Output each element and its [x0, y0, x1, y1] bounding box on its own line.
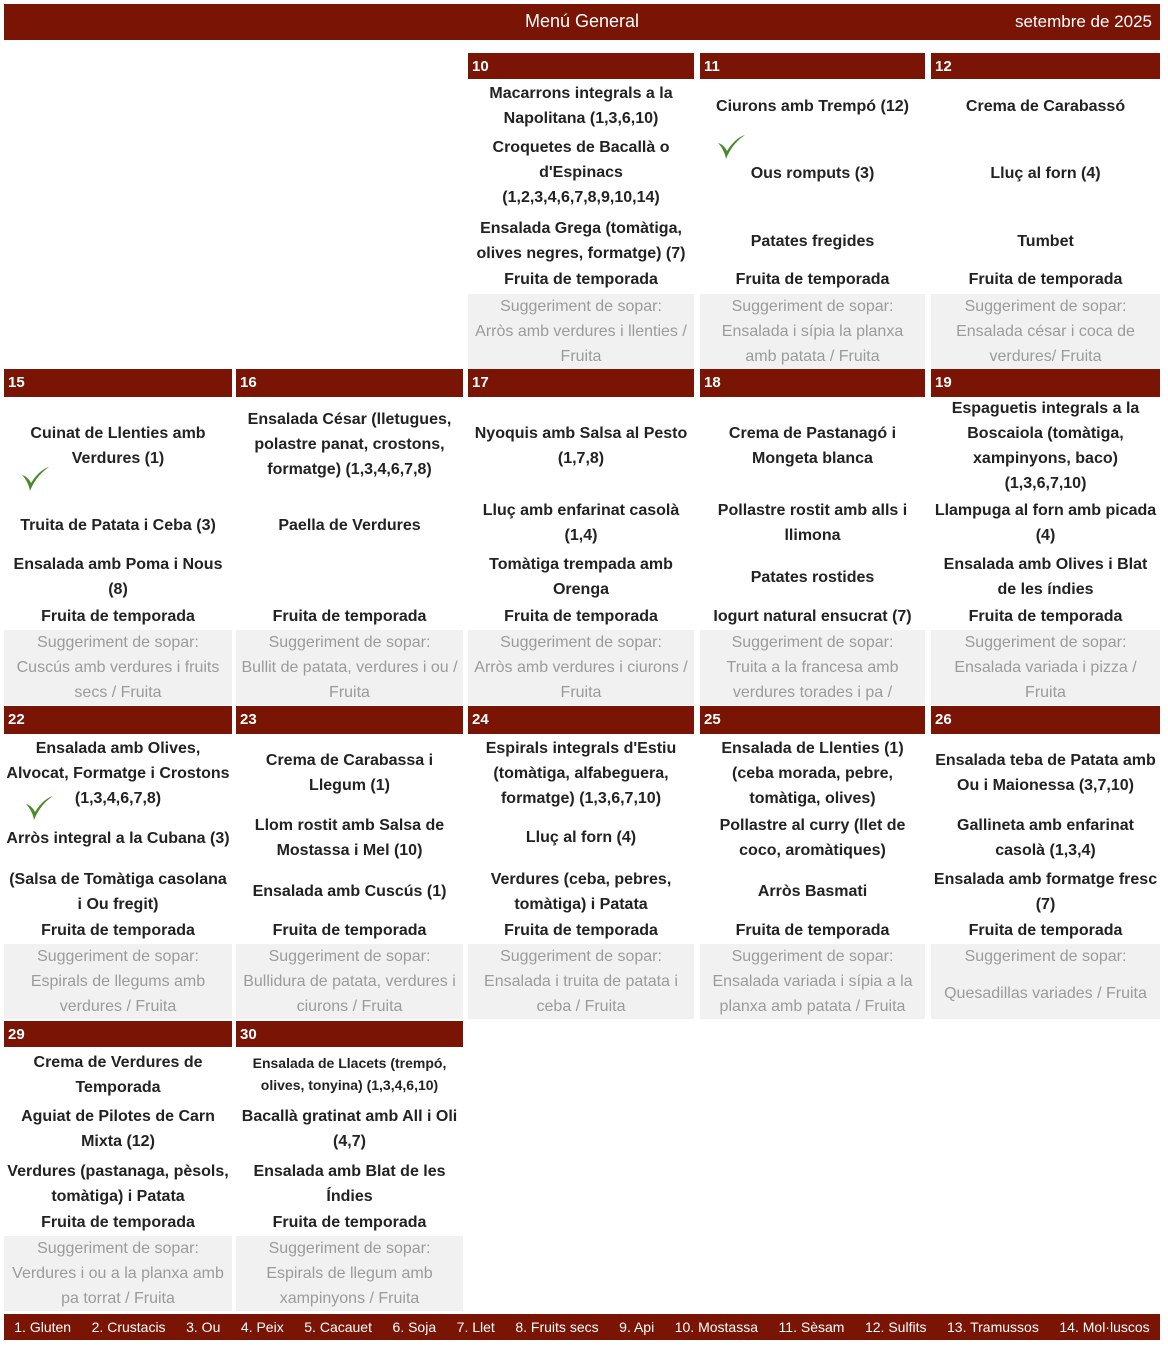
day-cell-24	[468, 706, 694, 1021]
day-cell-17	[468, 369, 694, 704]
dish-2: Aguiat de Pilotes de Carn Mixta (12)	[21, 1108, 215, 1150]
dish-2: Llom rostit amb Salsa de Mostassa i Mel (10)	[254, 817, 445, 859]
dish-2: Croquetes de Bacallà o d'Espinacs (1,2,3,4,6,7,8,9,10,14)	[492, 139, 670, 206]
legend-item: 13. Tramussos	[947, 1319, 1039, 1335]
dish-1: Ensalada de Llenties (1) (ceba morada, pebre, tomàtiga, olives)	[721, 740, 904, 807]
suggestion-text: Espirals de llegums amb verdures / Fruita	[30, 973, 206, 1015]
suggestion-text: Cuscús amb verdures i fruits secs / Fruita	[16, 659, 220, 701]
dish-3: Ensalada amb formatge fresc (7)	[933, 871, 1158, 913]
dish-3: Ensalada amb Poma i Nous (8)	[13, 556, 223, 598]
dish-1: Nyoquis amb Salsa al Pesto (1,7,8)	[474, 425, 688, 467]
suggestion-label: Suggeriment de sopar:	[731, 634, 894, 651]
day-number: 25	[700, 706, 925, 734]
dish-2: Truita de Patata i Ceba (3)	[20, 516, 216, 534]
legend-item: 11. Sèsam	[778, 1319, 845, 1335]
dish-2: Pollastre rostit amb alls i llimona	[717, 502, 908, 544]
dinner-suggestion	[468, 630, 694, 705]
day-number: 29	[4, 1021, 232, 1047]
dinner-suggestion	[236, 1236, 463, 1311]
dish-1: Ensalada César (lletugues, polastre panat, crostons, formatge) (1,3,4,6,7,8)	[247, 411, 452, 478]
dish-2: Paella de Verdures	[278, 516, 421, 534]
dinner-suggestion	[700, 630, 925, 705]
day-cell-12	[931, 53, 1160, 368]
dish-1: Ciurons amb Trempó (12)	[716, 97, 909, 115]
dinner-suggestion	[700, 294, 925, 369]
dessert: Fruita de temporada	[504, 271, 658, 288]
dish-3: Ensalada amb Blat de les Índies	[253, 1163, 446, 1205]
dessert: Fruita de temporada	[968, 922, 1123, 939]
legend-item: 3. Ou	[186, 1319, 221, 1335]
dish-1: Cuinat de Llenties amb Verdures (1)	[30, 425, 206, 467]
suggestion-text: Arròs amb verdures i ciurons / Fruita	[474, 659, 688, 701]
legend-item: 7. Llet	[456, 1319, 495, 1335]
dessert: Fruita de temporada	[504, 922, 658, 939]
legend-item: 10. Mostassa	[674, 1319, 758, 1335]
dish-1: Ensalada amb Olives, Alvocat, Formatge i Crostons (1,3,4,6,7,8)	[6, 740, 230, 807]
dinner-suggestion	[468, 944, 694, 1019]
menu-header	[4, 4, 1160, 40]
suggestion-label: Suggeriment de sopar:	[37, 1240, 199, 1257]
day-cell-11	[700, 53, 925, 368]
day-number: 12	[931, 53, 1160, 79]
day-cell-16	[236, 369, 463, 704]
dish-2: Llampuga al forn amb picada (4)	[934, 502, 1157, 544]
dish-3: Tumbet	[1017, 232, 1074, 250]
dish-1: Crema de Carabassa i Llegum (1)	[265, 752, 434, 794]
suggestion-text: Quesadillas variades / Fruita	[944, 985, 1147, 1002]
dish-2: Gallineta amb enfarinat casolà (1,3,4)	[957, 817, 1134, 859]
day-cell-10	[468, 53, 694, 368]
suggestion-text: Ensalada variada i sípia a la planxa amb patata / Fruita	[712, 973, 913, 1015]
suggestion-text: Bullidura de patata, verdures i ciurons / Fruita	[243, 973, 456, 1015]
legend-item: 4. Peix	[240, 1319, 284, 1335]
day-number: 23	[236, 706, 463, 734]
dish-3: Ensalada amb Olives i Blat de les índies	[943, 556, 1148, 598]
legend-item: 5. Cacauet	[304, 1319, 372, 1335]
dessert: Fruita de temporada	[272, 1214, 427, 1231]
legend-item: 8. Fruits secs	[515, 1319, 599, 1335]
suggestion-label: Suggeriment de sopar:	[268, 634, 431, 651]
menu-month: setembre de 2025	[1014, 12, 1152, 31]
suggestion-label: Suggeriment de sopar:	[37, 948, 199, 965]
day-cell-26	[931, 706, 1160, 1021]
suggestion-text: Ensalada césar i coca de verdures/ Fruita	[956, 323, 1135, 365]
legend-item: 2. Crustacis	[91, 1319, 166, 1335]
dish-3: Verdures (pastanaga, pèsols, tomàtiga) i Patata	[7, 1163, 229, 1205]
day-cell-19	[931, 369, 1160, 704]
day-cell-29	[4, 1021, 232, 1313]
dinner-suggestion	[700, 944, 925, 1019]
suggestion-text: Truita a la francesa amb verdures torades i pa /	[726, 659, 899, 701]
suggestion-label: Suggeriment de sopar:	[268, 948, 431, 965]
dish-2: Lluç al forn (4)	[990, 164, 1101, 182]
day-number: 15	[4, 369, 232, 397]
day-number: 19	[931, 369, 1160, 397]
legend-item: 12. Sulfits	[864, 1319, 927, 1335]
suggestion-label: Suggeriment de sopar:	[731, 298, 894, 315]
dish-3: Tomàtiga trempada amb Orenga	[489, 556, 673, 598]
dish-2: Bacallà gratinat amb All i Oli (4,7)	[241, 1108, 458, 1150]
dish-2: Lluç al forn (4)	[525, 829, 637, 846]
day-number: 30	[236, 1021, 463, 1047]
dessert: Fruita de temporada	[968, 271, 1123, 288]
dish-2: Pollastre al curry (llet de coco, aromàtiques)	[719, 817, 906, 859]
dish-2: Arròs integral a la Cubana (3)	[6, 829, 230, 847]
suggestion-text: Arròs amb verdures i llenties / Fruita	[475, 323, 687, 365]
day-cell-18	[700, 369, 925, 704]
dessert: Fruita de temporada	[968, 608, 1123, 625]
dinner-suggestion	[4, 944, 232, 1019]
dessert: Fruita de temporada	[41, 1214, 195, 1231]
suggestion-text: Verdures i ou a la planxa amb pa torrat / Fruita	[12, 1265, 224, 1307]
suggestion-text: Ensalada i sípia la planxa amb patata / Fruita	[721, 323, 904, 365]
dinner-suggestion	[468, 294, 694, 369]
suggestion-label: Suggeriment de sopar:	[37, 634, 199, 651]
vegetarian-leaf-icon	[16, 461, 52, 497]
dessert: Fruita de temporada	[41, 608, 195, 625]
dish-3: Arròs Basmati	[757, 883, 868, 900]
suggestion-label: Suggeriment de sopar:	[500, 634, 662, 651]
day-number: 10	[468, 53, 694, 79]
legend-item: 14. Mol·luscos	[1059, 1319, 1150, 1335]
day-cell-25	[700, 706, 925, 1021]
suggestion-label: Suggeriment de sopar:	[500, 948, 662, 965]
dish-3: Patates fregides	[750, 232, 875, 250]
dish-1: Crema de Pastanagó i Mongeta blanca	[728, 425, 897, 467]
dessert: Fruita de temporada	[272, 608, 427, 625]
dessert: Iogurt natural ensucrat (7)	[713, 608, 912, 625]
dish-1: Ensalada teba de Patata amb Ou i Maionessa (3,7,10)	[935, 752, 1156, 794]
dessert: Fruita de temporada	[504, 608, 658, 625]
suggestion-label: Suggeriment de sopar:	[500, 298, 662, 315]
suggestion-text: Bullit de patata, verdures i ou / Fruita	[241, 659, 458, 701]
day-cell-23	[236, 706, 463, 1021]
legend-item: 1. Gluten	[14, 1319, 72, 1335]
dish-1: Ensalada de Llacets (trempó, olives, tonyina) (1,3,4,6,10)	[252, 1055, 447, 1093]
suggestion-label: Suggeriment de sopar:	[731, 948, 894, 965]
dinner-suggestion	[236, 630, 463, 705]
suggestion-text: Espirals de llegum amb xampinyons / Fruita	[266, 1265, 433, 1307]
dish-1: Crema de Verdures de Temporada	[33, 1054, 203, 1096]
day-cell-15	[4, 369, 232, 704]
menu-title: Menú General	[524, 11, 640, 31]
dinner-suggestion	[4, 1236, 232, 1311]
dinner-suggestion	[931, 630, 1160, 705]
dish-3: Verdures (ceba, pebres, tomàtiga) i Patata	[490, 871, 672, 913]
dessert: Fruita de temporada	[735, 922, 890, 939]
allergen-legend	[4, 1314, 1160, 1340]
dish-3: Ensalada amb Cuscús (1)	[252, 883, 447, 900]
day-number: 16	[236, 369, 463, 397]
dish-1: Espirals integrals d'Estiu (tomàtiga, alfabeguera, formatge) (1,3,6,7,10)	[485, 740, 677, 807]
day-number: 18	[700, 369, 925, 397]
suggestion-label: Suggeriment de sopar:	[964, 298, 1127, 315]
day-number: 26	[931, 706, 1160, 734]
vegetarian-leaf-icon	[20, 790, 56, 826]
dinner-suggestion	[931, 294, 1160, 369]
dessert: Fruita de temporada	[272, 922, 427, 939]
day-number: 22	[4, 706, 232, 734]
suggestion-text: Ensalada variada i pizza / Fruita	[954, 659, 1137, 701]
day-cell-22	[4, 706, 232, 1021]
dish-2: Ous romputs (3)	[750, 164, 875, 182]
dish-3: Ensalada Grega (tomàtiga, olives negres, formatge) (7)	[476, 220, 686, 262]
dish-1: Crema de Carabassó	[965, 97, 1126, 115]
suggestion-label: Suggeriment de sopar:	[268, 1240, 431, 1257]
day-number: 17	[468, 369, 694, 397]
legend-item: 6. Soja	[392, 1319, 437, 1335]
day-number: 11	[700, 53, 925, 79]
dinner-suggestion	[236, 944, 463, 1019]
legend-item: 9. Api	[619, 1319, 655, 1335]
dish-3: Patates rostides	[750, 569, 875, 586]
suggestion-text: Ensalada i truita de patata i ceba / Fruita	[484, 973, 678, 1015]
dinner-suggestion	[931, 944, 1160, 1019]
dessert: Fruita de temporada	[41, 922, 195, 939]
dish-2: Lluç amb enfarinat casolà (1,4)	[482, 502, 680, 544]
dessert: Fruita de temporada	[735, 271, 890, 288]
dish-3: (Salsa de Tomàtiga casolana i Ou fregit)	[9, 871, 227, 913]
dinner-suggestion	[4, 630, 232, 705]
day-cell-30	[236, 1021, 463, 1313]
vegetarian-leaf-icon	[712, 129, 748, 165]
dish-1: Espaguetis integrals a la Boscaiola (tomàtiga, xampinyons, baco) (1,3,6,7,10)	[951, 400, 1140, 492]
suggestion-label: Suggeriment de sopar:	[964, 634, 1127, 651]
dish-1: Macarrons integrals a la Napolitana (1,3,6,10)	[489, 85, 673, 127]
suggestion-label: Suggeriment de sopar:	[964, 948, 1127, 965]
day-number: 24	[468, 706, 694, 734]
